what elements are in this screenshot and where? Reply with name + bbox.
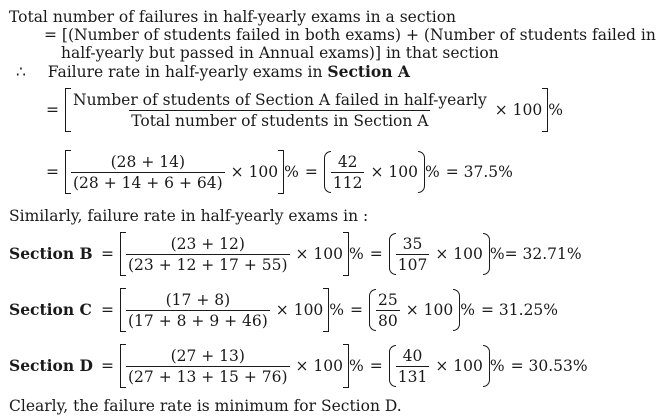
simplified-numerator: 35 (402, 234, 423, 253)
simplified-fraction (331, 153, 365, 192)
calc-equals-2: = (304, 163, 318, 181)
simplified-percent: % (489, 357, 505, 375)
formula-denominator: Total number of students in Section A (131, 111, 429, 130)
therefore-symbol: ∴ (16, 63, 26, 81)
similarly-line: Similarly, failure rate in half-yearly exams in : (9, 207, 369, 225)
calc-equals-2: = (369, 245, 383, 263)
simplified-fraction (376, 291, 400, 330)
simplified-denominator: 112 (332, 173, 363, 192)
section-a-calculation (46, 150, 513, 194)
calc-equals-2: = (369, 357, 383, 375)
section-label: Section B (9, 244, 93, 263)
definition-line-1: = [(Number of students failed in both exams) + (Number of students failed in (44, 26, 656, 44)
calc-fraction (126, 291, 270, 330)
left-paren (389, 233, 396, 275)
calc-times: × 100 (295, 245, 344, 263)
formula-percent: % (548, 101, 563, 119)
calc-times: × 100 (230, 163, 279, 181)
calc-equals: = (101, 301, 114, 319)
calc-numerator: (28 + 14) (110, 152, 186, 171)
calc-denominator: (17 + 8 + 9 + 46) (128, 311, 268, 330)
simplified-denominator: 131 (397, 367, 428, 386)
calc-percent: % (349, 245, 364, 263)
section-d-calculation (9, 344, 588, 388)
simplified-numerator: 42 (337, 152, 358, 171)
calc-numerator: (17 + 8) (165, 290, 231, 309)
section-label: Section C (9, 300, 92, 319)
formula-numerator: Number of students of Section A failed in half-yearly (73, 90, 487, 109)
calc-times: × 100 (275, 301, 324, 319)
calc-percent: % (349, 357, 364, 375)
rate-line-text: Failure rate in half-yearly exams in (47, 63, 323, 81)
right-paren (453, 289, 460, 331)
calc-times: × 100 (295, 357, 344, 375)
calc-equals: = (101, 357, 114, 375)
calc-numerator: (27 + 13) (170, 346, 245, 365)
simplified-times: × 100 (405, 301, 454, 319)
left-paren (369, 289, 376, 331)
calc-result: = 32.71% (504, 245, 582, 263)
calc-fraction (71, 153, 225, 192)
conclusion: Clearly, the failure rate is minimum for Section D. (9, 397, 402, 415)
right-paren (418, 151, 425, 193)
formula-fraction (71, 91, 489, 130)
section-c-calculation (9, 288, 558, 332)
simplified-denominator: 107 (397, 255, 428, 274)
calc-result: = 31.25% (481, 301, 559, 319)
left-paren (389, 345, 396, 387)
simplified-fraction (396, 235, 430, 274)
calc-numerator: (23 + 12) (170, 234, 245, 253)
intro-heading: Total number of failures in half-yearly exams in a section (9, 8, 457, 26)
simplified-percent: % (460, 301, 475, 319)
simplified-times: × 100 (370, 163, 418, 181)
calc-equals: = (46, 163, 59, 181)
calc-fraction (126, 235, 290, 274)
right-paren (483, 233, 490, 275)
calc-percent: % (329, 301, 345, 319)
calc-denominator: (27 + 13 + 15 + 76) (128, 367, 288, 386)
simplified-times: × 100 (435, 245, 483, 263)
calc-denominator: (23 + 12 + 17 + 55) (128, 255, 288, 274)
calc-result: = 37.5% (445, 163, 513, 181)
simplified-numerator: 40 (402, 346, 423, 365)
left-paren (324, 151, 331, 193)
simplified-percent: % (489, 245, 505, 263)
formula-times: × 100 (494, 101, 543, 119)
calc-equals-2: = (350, 301, 364, 319)
calc-fraction (126, 347, 290, 386)
general-formula (46, 88, 563, 132)
simplified-percent: % (424, 163, 440, 181)
right-paren (483, 345, 490, 387)
calc-percent: % (284, 163, 299, 181)
section-label: Section D (9, 356, 93, 375)
simplified-denominator: 80 (378, 311, 398, 330)
rate-line (16, 63, 410, 81)
simplified-fraction (396, 347, 430, 386)
definition-line-2: half-yearly but passed in Annual exams)] in that section (61, 44, 499, 62)
calc-denominator: (28 + 14 + 6 + 64) (73, 173, 223, 192)
simplified-numerator: 25 (378, 290, 398, 309)
calc-equals: = (101, 245, 114, 263)
calc-result: = 30.53% (510, 357, 588, 375)
section-b-calculation (9, 232, 582, 276)
rate-line-section: Section A (327, 62, 410, 81)
simplified-times: × 100 (435, 357, 483, 375)
formula-equals: = (46, 101, 59, 119)
